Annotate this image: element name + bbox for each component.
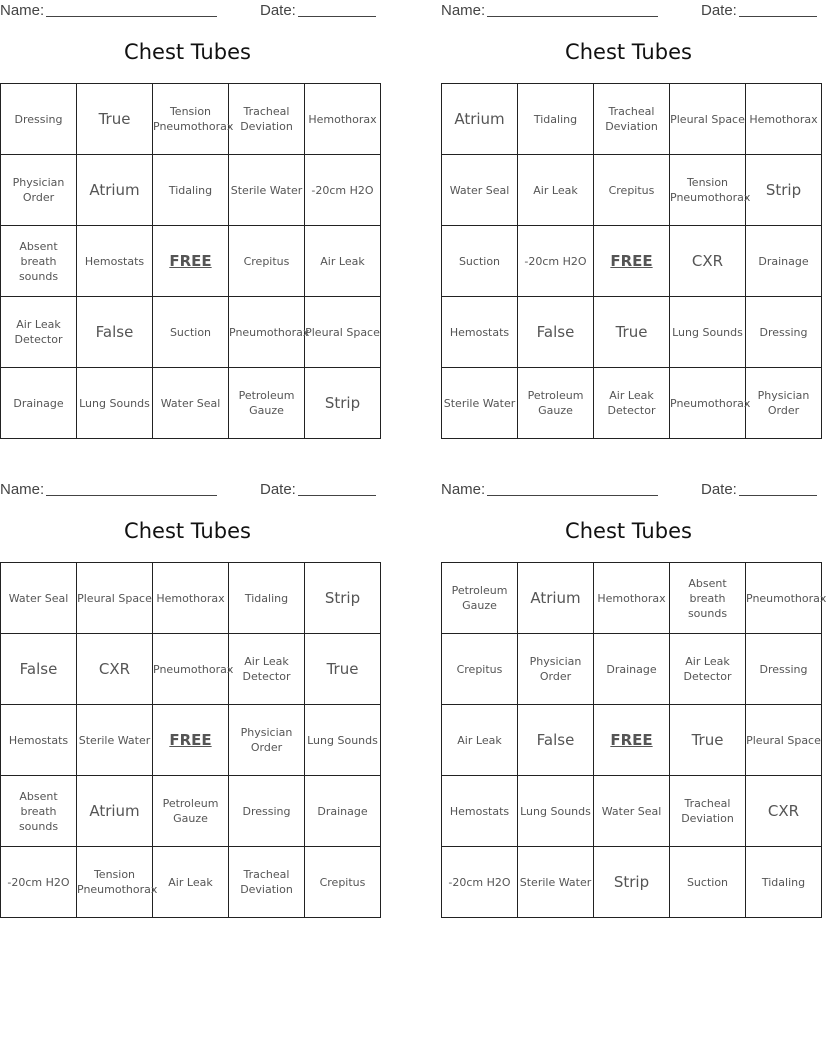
- bingo-cell: Tracheal Deviation: [594, 84, 670, 155]
- bingo-cell: Absent breath sounds: [1, 226, 77, 297]
- grid-row: [442, 776, 822, 847]
- name-line: [487, 495, 658, 496]
- card-title: Chest Tubes: [124, 40, 251, 64]
- name-line: [487, 16, 658, 17]
- bingo-cell: Pneumothorax: [670, 368, 746, 439]
- grid-row: [442, 847, 822, 918]
- bingo-cell: Air Leak: [153, 847, 229, 918]
- bingo-cell: Hemothorax: [305, 84, 381, 155]
- grid-row: [442, 226, 822, 297]
- bingo-cell: Tension Pneumothorax: [670, 155, 746, 226]
- bingo-cell: Strip: [305, 563, 381, 634]
- bingo-cell: Crepitus: [229, 226, 305, 297]
- name-label: Name:: [441, 481, 486, 498]
- bingo-cell: Drainage: [594, 634, 670, 705]
- bingo-cell: Suction: [153, 297, 229, 368]
- bingo-cell: Air Leak Detector: [1, 297, 77, 368]
- grid-row: [442, 634, 822, 705]
- bingo-cell: True: [305, 634, 381, 705]
- bingo-cell: Air Leak: [305, 226, 381, 297]
- bingo-cell: Dressing: [746, 634, 822, 705]
- bingo-cell: Tension Pneumothorax: [77, 847, 153, 918]
- bingo-cell: -20cm H2O: [518, 226, 594, 297]
- grid-row: [1, 705, 381, 776]
- name-label: Name:: [0, 2, 45, 19]
- bingo-cell: Air Leak: [442, 705, 518, 776]
- bingo-cell: Water Seal: [153, 368, 229, 439]
- bingo-cell: Dressing: [746, 297, 822, 368]
- bingo-cell: Sterile Water: [442, 368, 518, 439]
- bingo-cell: Suction: [442, 226, 518, 297]
- date-label: Date:: [260, 481, 296, 498]
- bingo-cell: Lung Sounds: [518, 776, 594, 847]
- bingo-cell: Petroleum Gauze: [153, 776, 229, 847]
- bingo-cell: Sterile Water: [229, 155, 305, 226]
- bingo-cell: False: [518, 297, 594, 368]
- bingo-grid: [441, 562, 826, 918]
- card-header: [0, 0, 375, 22]
- bingo-cell: Sterile Water: [518, 847, 594, 918]
- free-space-cell: FREE: [153, 705, 229, 776]
- grid-row: [1, 297, 381, 368]
- bingo-cell: Crepitus: [594, 155, 670, 226]
- bingo-cell: Strip: [594, 847, 670, 918]
- grid-row: [1, 563, 381, 634]
- date-line: [298, 16, 376, 17]
- bingo-cell: Atrium: [77, 776, 153, 847]
- bingo-cell: Suction: [670, 847, 746, 918]
- bingo-cell: Pneumothorax: [229, 297, 305, 368]
- bingo-cell: CXR: [77, 634, 153, 705]
- grid-row: [442, 84, 822, 155]
- bingo-cell: Tension Pneumothorax: [153, 84, 229, 155]
- bingo-cell: Pleural Space: [305, 297, 381, 368]
- bingo-cell: Crepitus: [305, 847, 381, 918]
- bingo-cell: Water Seal: [1, 563, 77, 634]
- bingo-cell: Strip: [305, 368, 381, 439]
- bingo-cell: Lung Sounds: [670, 297, 746, 368]
- bingo-cell: Air Leak: [518, 155, 594, 226]
- bingo-cell: True: [77, 84, 153, 155]
- bingo-cell: Pneumothorax: [746, 563, 822, 634]
- free-space-cell: FREE: [594, 705, 670, 776]
- bingo-grid: [0, 562, 381, 918]
- bingo-cell: Petroleum Gauze: [442, 563, 518, 634]
- grid-row: [1, 84, 381, 155]
- bingo-card-3: [0, 479, 378, 913]
- bingo-cell: Absent breath sounds: [1, 776, 77, 847]
- bingo-cell: Pleural Space: [746, 705, 822, 776]
- grid-row: [442, 155, 822, 226]
- bingo-cell: True: [594, 297, 670, 368]
- date-label: Date:: [701, 2, 737, 19]
- card-title: Chest Tubes: [565, 40, 692, 64]
- grid-row: [442, 705, 822, 776]
- name-line: [46, 495, 217, 496]
- bingo-cell: Drainage: [305, 776, 381, 847]
- bingo-cell: -20cm H2O: [305, 155, 381, 226]
- bingo-cell: Hemostats: [442, 776, 518, 847]
- bingo-cell: False: [518, 705, 594, 776]
- bingo-cell: Physician Order: [1, 155, 77, 226]
- bingo-grid: [0, 83, 381, 439]
- bingo-cell: Petroleum Gauze: [229, 368, 305, 439]
- bingo-cell: Absent breath sounds: [670, 563, 746, 634]
- bingo-cell: CXR: [746, 776, 822, 847]
- bingo-cell: Physician Order: [229, 705, 305, 776]
- date-line: [739, 495, 817, 496]
- card-title: Chest Tubes: [124, 519, 251, 543]
- grid-row: [1, 368, 381, 439]
- bingo-cell: Atrium: [77, 155, 153, 226]
- bingo-cell: Hemostats: [442, 297, 518, 368]
- bingo-cell: Hemostats: [1, 705, 77, 776]
- bingo-cell: Tracheal Deviation: [670, 776, 746, 847]
- card-header: [441, 479, 816, 501]
- bingo-cell: Atrium: [442, 84, 518, 155]
- bingo-cell: Sterile Water: [77, 705, 153, 776]
- bingo-card-4: [441, 479, 826, 913]
- bingo-cell: Hemothorax: [153, 563, 229, 634]
- bingo-cell: Pleural Space: [670, 84, 746, 155]
- date-label: Date:: [260, 2, 296, 19]
- bingo-cell: Tidaling: [746, 847, 822, 918]
- bingo-cell: False: [1, 634, 77, 705]
- bingo-cell: Crepitus: [442, 634, 518, 705]
- grid-row: [1, 634, 381, 705]
- bingo-cell: Tidaling: [153, 155, 229, 226]
- bingo-cell: Pneumothorax: [153, 634, 229, 705]
- free-space-cell: FREE: [153, 226, 229, 297]
- card-title: Chest Tubes: [565, 519, 692, 543]
- bingo-cell: Tracheal Deviation: [229, 847, 305, 918]
- bingo-cell: Dressing: [1, 84, 77, 155]
- bingo-cell: -20cm H2O: [442, 847, 518, 918]
- bingo-cell: Water Seal: [442, 155, 518, 226]
- bingo-cell: Atrium: [518, 563, 594, 634]
- bingo-grid: [441, 83, 822, 439]
- bingo-cell: Tidaling: [518, 84, 594, 155]
- grid-row: [1, 155, 381, 226]
- name-label: Name:: [0, 481, 45, 498]
- bingo-cell: Physician Order: [746, 368, 822, 439]
- free-space-cell: FREE: [594, 226, 670, 297]
- bingo-cell: Lung Sounds: [77, 368, 153, 439]
- bingo-cell: Air Leak Detector: [594, 368, 670, 439]
- bingo-cell: Drainage: [1, 368, 77, 439]
- grid-row: [442, 297, 822, 368]
- bingo-cell: Strip: [746, 155, 822, 226]
- bingo-cell: Hemothorax: [746, 84, 822, 155]
- bingo-cell: Pleural Space: [77, 563, 153, 634]
- bingo-cell: Dressing: [229, 776, 305, 847]
- date-line: [298, 495, 376, 496]
- bingo-cell: -20cm H2O: [1, 847, 77, 918]
- bingo-cell: Drainage: [746, 226, 822, 297]
- bingo-card-2: [441, 0, 816, 434]
- bingo-card-1: [0, 0, 380, 434]
- bingo-cell: True: [670, 705, 746, 776]
- bingo-cell: Hemothorax: [594, 563, 670, 634]
- bingo-cell: Air Leak Detector: [670, 634, 746, 705]
- name-line: [46, 16, 217, 17]
- date-label: Date:: [701, 481, 737, 498]
- bingo-cell: CXR: [670, 226, 746, 297]
- bingo-cell: False: [77, 297, 153, 368]
- grid-row: [442, 368, 822, 439]
- bingo-cell: Water Seal: [594, 776, 670, 847]
- bingo-cell: Petroleum Gauze: [518, 368, 594, 439]
- grid-row: [1, 226, 381, 297]
- grid-row: [1, 847, 381, 918]
- bingo-cell: Tracheal Deviation: [229, 84, 305, 155]
- bingo-cell: Air Leak Detector: [229, 634, 305, 705]
- grid-row: [1, 776, 381, 847]
- name-label: Name:: [441, 2, 486, 19]
- bingo-cell: Physician Order: [518, 634, 594, 705]
- bingo-cell: Lung Sounds: [305, 705, 381, 776]
- date-line: [739, 16, 817, 17]
- card-header: [441, 0, 816, 22]
- bingo-cell: Hemostats: [77, 226, 153, 297]
- bingo-cell: Tidaling: [229, 563, 305, 634]
- card-header: [0, 479, 375, 501]
- grid-row: [442, 563, 822, 634]
